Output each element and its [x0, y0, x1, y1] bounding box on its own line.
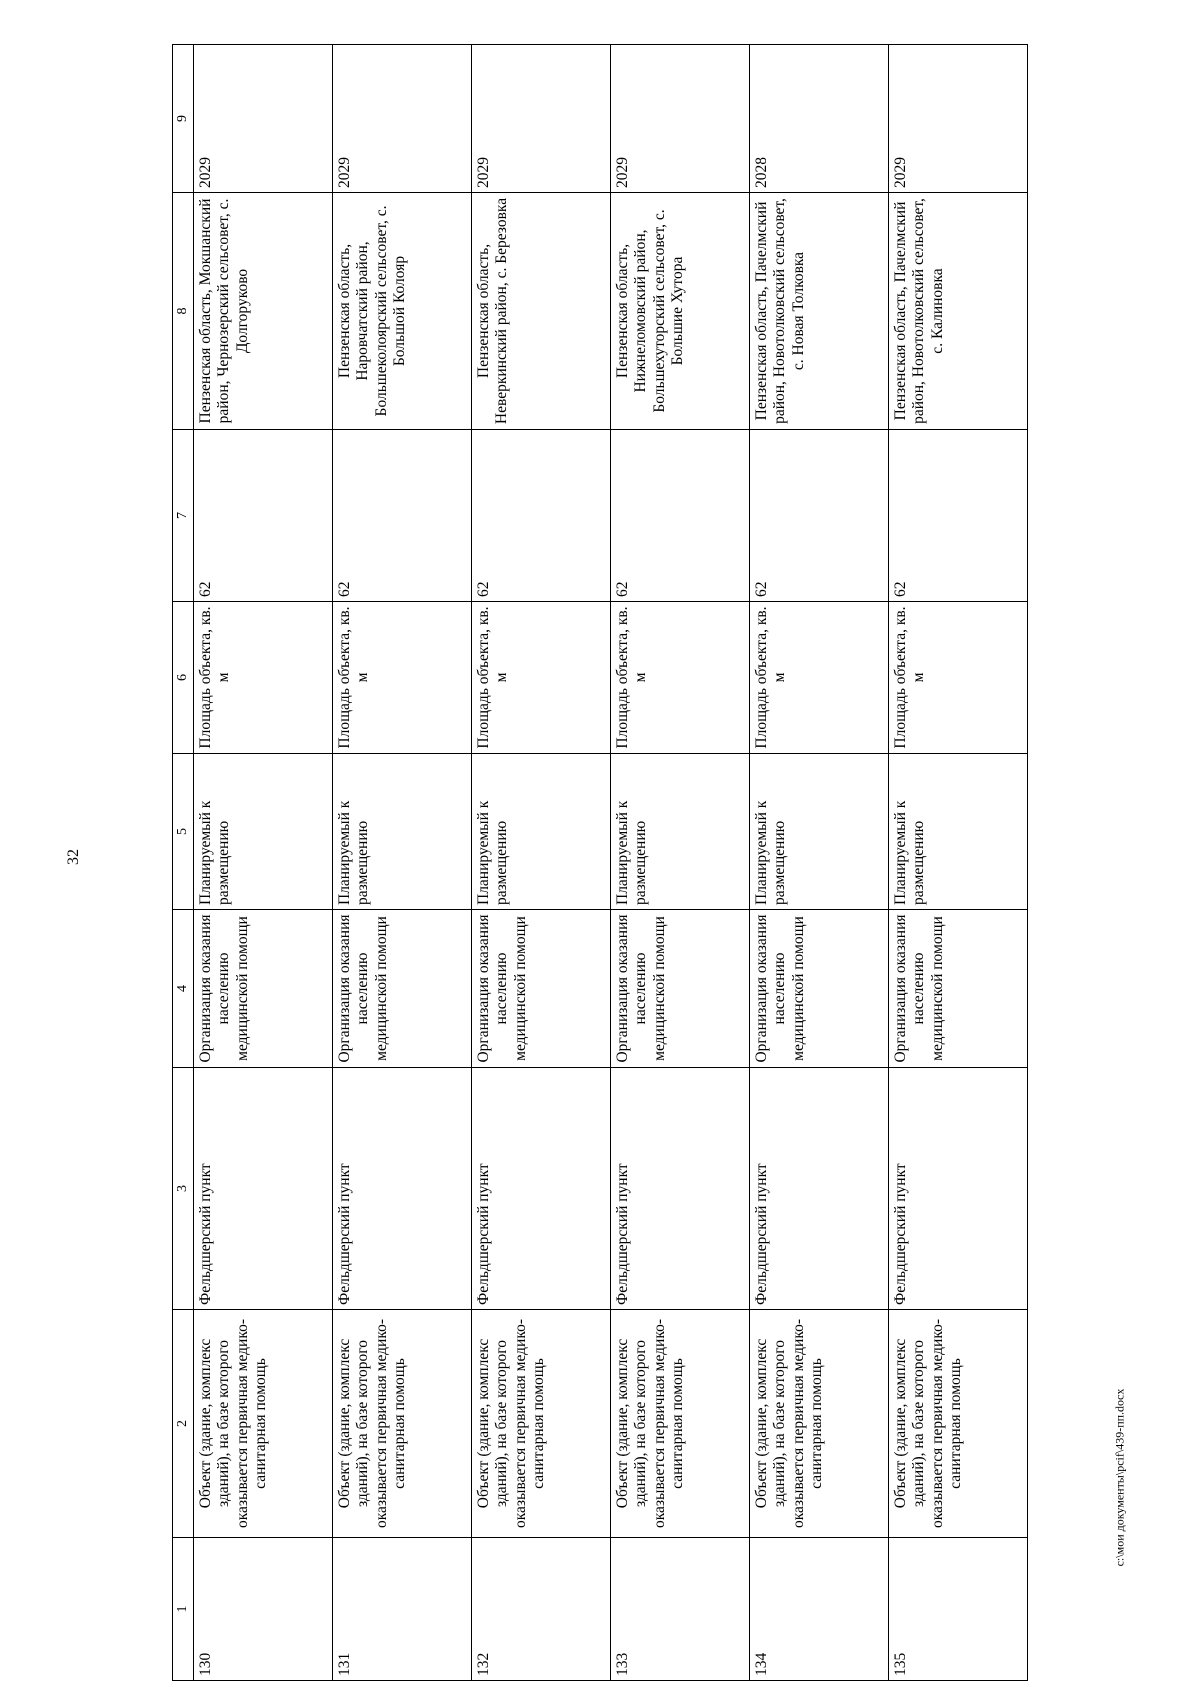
table-cell: Пензенская область, Пачелмский район, Новотолковский сельсовет, с. Новая Толковка	[750, 193, 889, 430]
table-cell: Объект (здание, комплекс зданий), на базе которого оказывается первичная медико-санитарная помощь	[611, 1310, 750, 1538]
table-cell: Объект (здание, комплекс зданий), на базе которого оказывается первичная медико-санитарная помощь	[472, 1310, 611, 1538]
table-cell: Организация оказания населению медицинской помощи	[333, 910, 472, 1068]
table-cell: 62	[194, 430, 333, 602]
column-number: 3	[173, 1068, 194, 1310]
column-number: 5	[173, 754, 194, 910]
table-cell: Площадь объекта, кв. м	[194, 602, 333, 754]
objects-table	[172, 44, 1028, 1681]
table-cell: 62	[611, 430, 750, 602]
table-cell: Объект (здание, комплекс зданий), на базе которого оказывается первичная медико-санитарная помощь	[889, 1310, 1028, 1538]
table-cell: Объект (здание, комплекс зданий), на базе которого оказывается первичная медико-санитарная помощь	[750, 1310, 889, 1538]
table-cell: Фельдшерский пункт	[750, 1068, 889, 1310]
column-numbers-row	[173, 45, 194, 1681]
table-cell: Организация оказания населению медицинской помощи	[472, 910, 611, 1068]
table-row	[194, 45, 333, 1681]
table-cell: Планируемый к размещению	[333, 754, 472, 910]
column-number: 1	[173, 1538, 194, 1681]
table-cell: Площадь объекта, кв. м	[750, 602, 889, 754]
table-cell: Организация оказания населению медицинской помощи	[194, 910, 333, 1068]
table-cell: 2029	[611, 45, 750, 193]
table-cell: Фельдшерский пункт	[611, 1068, 750, 1310]
table-cell: Площадь объекта, кв. м	[472, 602, 611, 754]
table-cell: 2029	[472, 45, 611, 193]
table-row	[750, 45, 889, 1681]
table-cell: Площадь объекта, кв. м	[333, 602, 472, 754]
table-container	[172, 45, 1028, 1681]
table-row	[333, 45, 472, 1681]
table-cell: 130	[194, 1538, 333, 1681]
column-number: 2	[173, 1310, 194, 1538]
table-cell: 2029	[194, 45, 333, 193]
table-cell: 133	[611, 1538, 750, 1681]
file-path-footer: c:\мои документы\pcif\439-пп.docx	[1112, 1388, 1127, 1567]
table-cell: 2029	[889, 45, 1028, 193]
table-cell: Планируемый к размещению	[750, 754, 889, 910]
table-cell: Организация оказания населению медицинской помощи	[750, 910, 889, 1068]
table-cell: 62	[889, 430, 1028, 602]
table-row	[611, 45, 750, 1681]
table-row	[889, 45, 1028, 1681]
table-cell: Пензенская область, Мокшанский район, Чернозерский сельсовет, с. Долгоруково	[194, 193, 333, 430]
table-cell: Организация оказания населению медицинской помощи	[889, 910, 1028, 1068]
table-cell: Фельдшерский пункт	[889, 1068, 1028, 1310]
table-cell: 134	[750, 1538, 889, 1681]
table-cell: Фельдшерский пункт	[194, 1068, 333, 1310]
table-cell: Объект (здание, комплекс зданий), на базе которого оказывается первичная медико-санитарная помощь	[333, 1310, 472, 1538]
table-cell: Планируемый к размещению	[472, 754, 611, 910]
column-number: 9	[173, 45, 194, 193]
table-cell: 2029	[333, 45, 472, 193]
table-cell: Пензенская область, Пачелмский район, Новотолковский сельсовет, с. Калиновка	[889, 193, 1028, 430]
table-cell: Пензенская область, Наровчатский район, Большеколоярский сельсовет, с. Большой Колояр	[333, 193, 472, 430]
table-cell: Пензенская область, Нижнеломовский район, Большехуторский сельсовет, с. Большие Хутора	[611, 193, 750, 430]
table-cell: Планируемый к размещению	[889, 754, 1028, 910]
table-cell: 132	[472, 1538, 611, 1681]
table-cell: Площадь объекта, кв. м	[889, 602, 1028, 754]
column-number: 6	[173, 602, 194, 754]
table-cell: Планируемый к размещению	[611, 754, 750, 910]
table-cell: 62	[472, 430, 611, 602]
column-number: 4	[173, 910, 194, 1068]
column-number: 8	[173, 193, 194, 430]
table-cell: Фельдшерский пункт	[472, 1068, 611, 1310]
table-cell: 131	[333, 1538, 472, 1681]
table-cell: Объект (здание, комплекс зданий), на базе которого оказывается первичная медико-санитарная помощь	[194, 1310, 333, 1538]
table-cell: 2028	[750, 45, 889, 193]
table-cell: 62	[750, 430, 889, 602]
table-cell: 135	[889, 1538, 1028, 1681]
table-cell: Площадь объекта, кв. м	[611, 602, 750, 754]
table-cell: Пензенская область, Неверкинский район, с. Березовка	[472, 193, 611, 430]
table-cell: 62	[333, 430, 472, 602]
table-cell: Фельдшерский пункт	[333, 1068, 472, 1310]
table-cell: Организация оказания населению медицинской помощи	[611, 910, 750, 1068]
table-cell: Планируемый к размещению	[194, 754, 333, 910]
table-row	[472, 45, 611, 1681]
column-number: 7	[173, 430, 194, 602]
page-number: 32	[65, 849, 82, 865]
